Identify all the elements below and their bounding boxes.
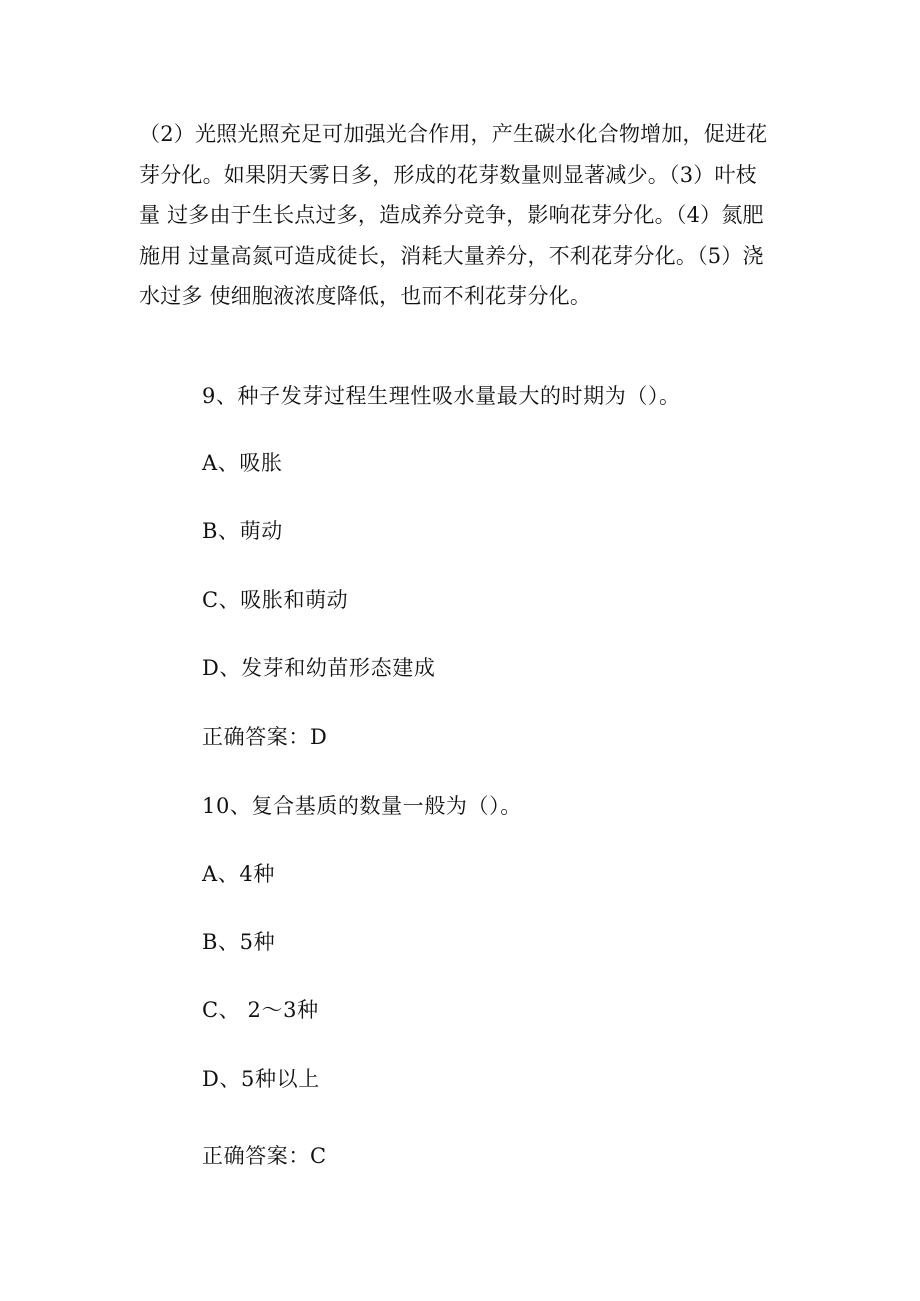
question-9-answer: 正确答案：D bbox=[202, 725, 328, 749]
question-9-option-b: B、萌动 bbox=[202, 519, 283, 543]
paragraph-line: 量 过多由于生长点过多，造成养分竞争，影响花芽分化。（4）氮肥 bbox=[139, 203, 764, 227]
paragraph-line: （2）光照光照充足可加强光合作用，产生碳水化合物增加，促进花 bbox=[139, 122, 768, 146]
paragraph-line: 芽分化。如果阴天雾日多，形成的花芽数量则显著减少。（3）叶枝 bbox=[139, 162, 757, 187]
question-9-text: 9、种子发芽过程生理性吸水量最大的时期为（）。 bbox=[202, 384, 681, 408]
paragraph-line: 水过多 使细胞液浓度降低，也而不利花芽分化。 bbox=[139, 284, 592, 308]
question-10-option-c: C、 2～3种 bbox=[202, 998, 319, 1022]
question-9-option-d: D、发芽和幼苗形态建成 bbox=[202, 656, 436, 680]
explanation-paragraph bbox=[139, 114, 789, 317]
question-10-option-a: A、4种 bbox=[202, 862, 275, 886]
question-10-text: 10、复合基质的数量一般为（）。 bbox=[202, 794, 522, 818]
question-9-option-a: A、吸胀 bbox=[202, 451, 283, 475]
question-10-option-d: D、5种以上 bbox=[202, 1067, 320, 1091]
question-10-option-b: B、5种 bbox=[202, 930, 276, 954]
question-9-option-c: C、吸胀和萌动 bbox=[202, 588, 349, 612]
question-10-answer: 正确答案：C bbox=[202, 1144, 327, 1168]
paragraph-line: 施用 过量高氮可造成徒长，消耗大量养分，不利花芽分化。（5）浇 bbox=[139, 243, 764, 268]
